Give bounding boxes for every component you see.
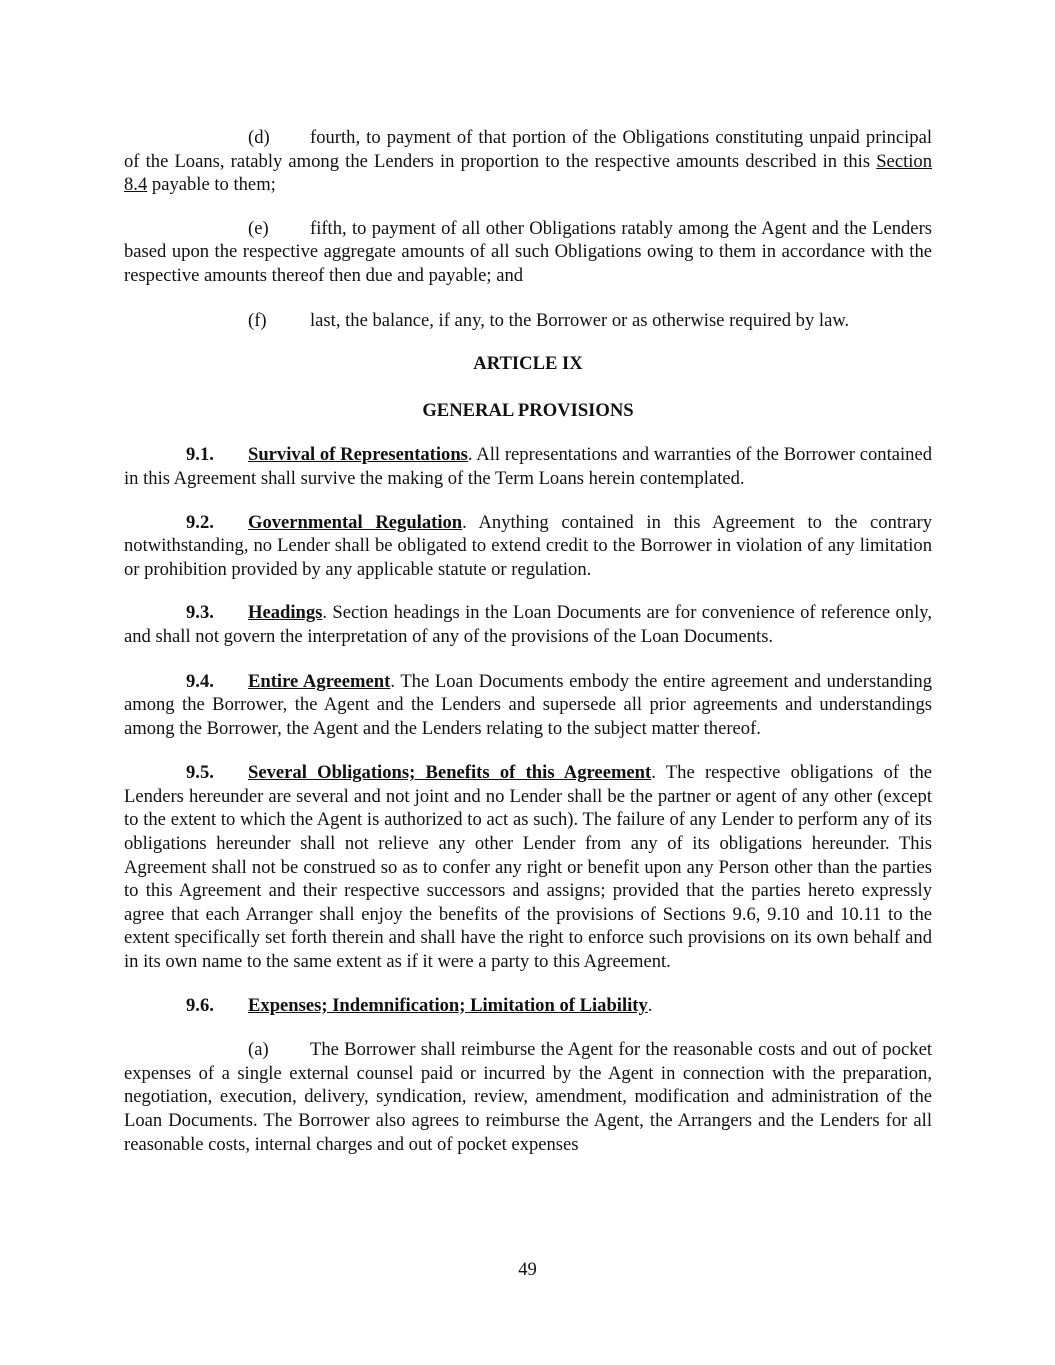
section-number: 9.2.	[186, 511, 214, 533]
section-number: 9.4.	[186, 670, 214, 692]
item-e-label: (e)	[248, 217, 269, 239]
subsection-a	[124, 1038, 932, 1156]
section-heading: Several Obligations; Benefits of this Agreement	[248, 762, 652, 784]
item-e	[124, 217, 932, 288]
section-heading: Headings	[248, 602, 323, 624]
section-9-6	[124, 994, 932, 1018]
item-f	[124, 309, 932, 333]
page-content	[124, 126, 932, 1156]
item-e-text: fifth, to payment of all other Obligations ratably among the Agent and the Lenders based upon the respective aggregate amounts of all such Obligations owing to them in accordance with the respective amounts thereof then due and payable; and	[124, 217, 932, 286]
section-9-2	[124, 511, 932, 582]
article-number: ARTICLE IX	[473, 353, 583, 375]
subsection-a-text: The Borrower shall reimburse the Agent for the reasonable costs and out of pocket expenses of a single external counsel paid or incurred by the Agent in connection with the preparation, negotiation, execution, delivery, syndication, review, amendment, modification and administration of the Loan Documents. The Borrower also agrees to reimburse the Agent, the Arrangers and the Lenders for all reasonable costs, internal charges and out of pocket expenses	[124, 1039, 932, 1155]
item-f-label: (f)	[248, 309, 267, 331]
section-9-1	[124, 443, 932, 490]
section-heading: Entire Agreement	[248, 670, 391, 692]
section-text: .	[647, 994, 653, 1016]
item-d-text-end: payable to them;	[147, 174, 276, 196]
section-text: . The Loan Documents embody the entire agreement and understanding among the Borrower, the Agent and the Lenders and supersede all prior agreements and understandings among the Borrower, the Agent and the Lenders relating to the subject matter thereof.	[124, 670, 932, 739]
section-number: 9.5.	[186, 762, 214, 784]
section-heading: Governmental Regulation	[248, 511, 463, 533]
section-8-4-link[interactable]: Section 8.4	[124, 150, 932, 196]
section-9-5	[124, 761, 932, 973]
section-heading: Expenses; Indemnification; Limitation of Liability	[248, 994, 648, 1016]
section-text: . Section headings in the Loan Documents are for convenience of reference only, and shall not govern the interpretation of any of the provisions of the Loan Documents.	[124, 602, 932, 647]
item-f-text: last, the balance, if any, to the Borrower or as otherwise required by law.	[310, 309, 850, 331]
subsection-a-label: (a)	[248, 1039, 269, 1061]
section-9-3	[124, 601, 932, 648]
item-d-text: fourth, to payment of that portion of the Obligations constituting unpaid principal of the Loans, ratably among the Lenders in proportion to the respective amounts described in this	[124, 127, 932, 172]
section-number: 9.6.	[186, 994, 214, 1016]
section-9-4	[124, 670, 932, 741]
section-text: . Anything contained in this Agreement to the contrary notwithstanding, no Lender shall be obligated to extend credit to the Borrower in violation of any limitation or prohibition provided by any applicable statute or regulation.	[124, 511, 932, 580]
section-text: . All representations and warranties of the Borrower contained in this Agreement shall survive the making of the Term Loans herein contemplated.	[124, 444, 932, 489]
section-heading: Survival of Representations	[248, 444, 468, 466]
article-title: GENERAL PROVISIONS	[422, 399, 634, 421]
page-number: 49	[518, 1259, 537, 1280]
section-text: . The respective obligations of the Lenders hereunder are several and not joint and no Lender shall be the partner or agent of any other (except to the extent to which the Agent is authorized to act as such). The failure of any Lender to perform any of its obligations hereunder shall not relieve any other Lender from any of its obligations hereunder. This Agreement shall not be construed so as to confer any right or benefit upon any Person other than the parties to this Agreement and their respective successors and assigns; provided that the parties hereto expressly agree that each Arranger shall enjoy the benefits of the provisions of Sections 9.6, 9.10 and 10.11 to the extent specifically set forth therein and shall have the right to enforce such provisions on its own behalf and in its own name to the same extent as if it were a party to this Agreement.	[124, 762, 932, 973]
item-d-label: (d)	[248, 127, 270, 148]
section-number: 9.3.	[186, 602, 214, 624]
section-number: 9.1.	[186, 444, 214, 466]
item-d	[124, 126, 932, 197]
